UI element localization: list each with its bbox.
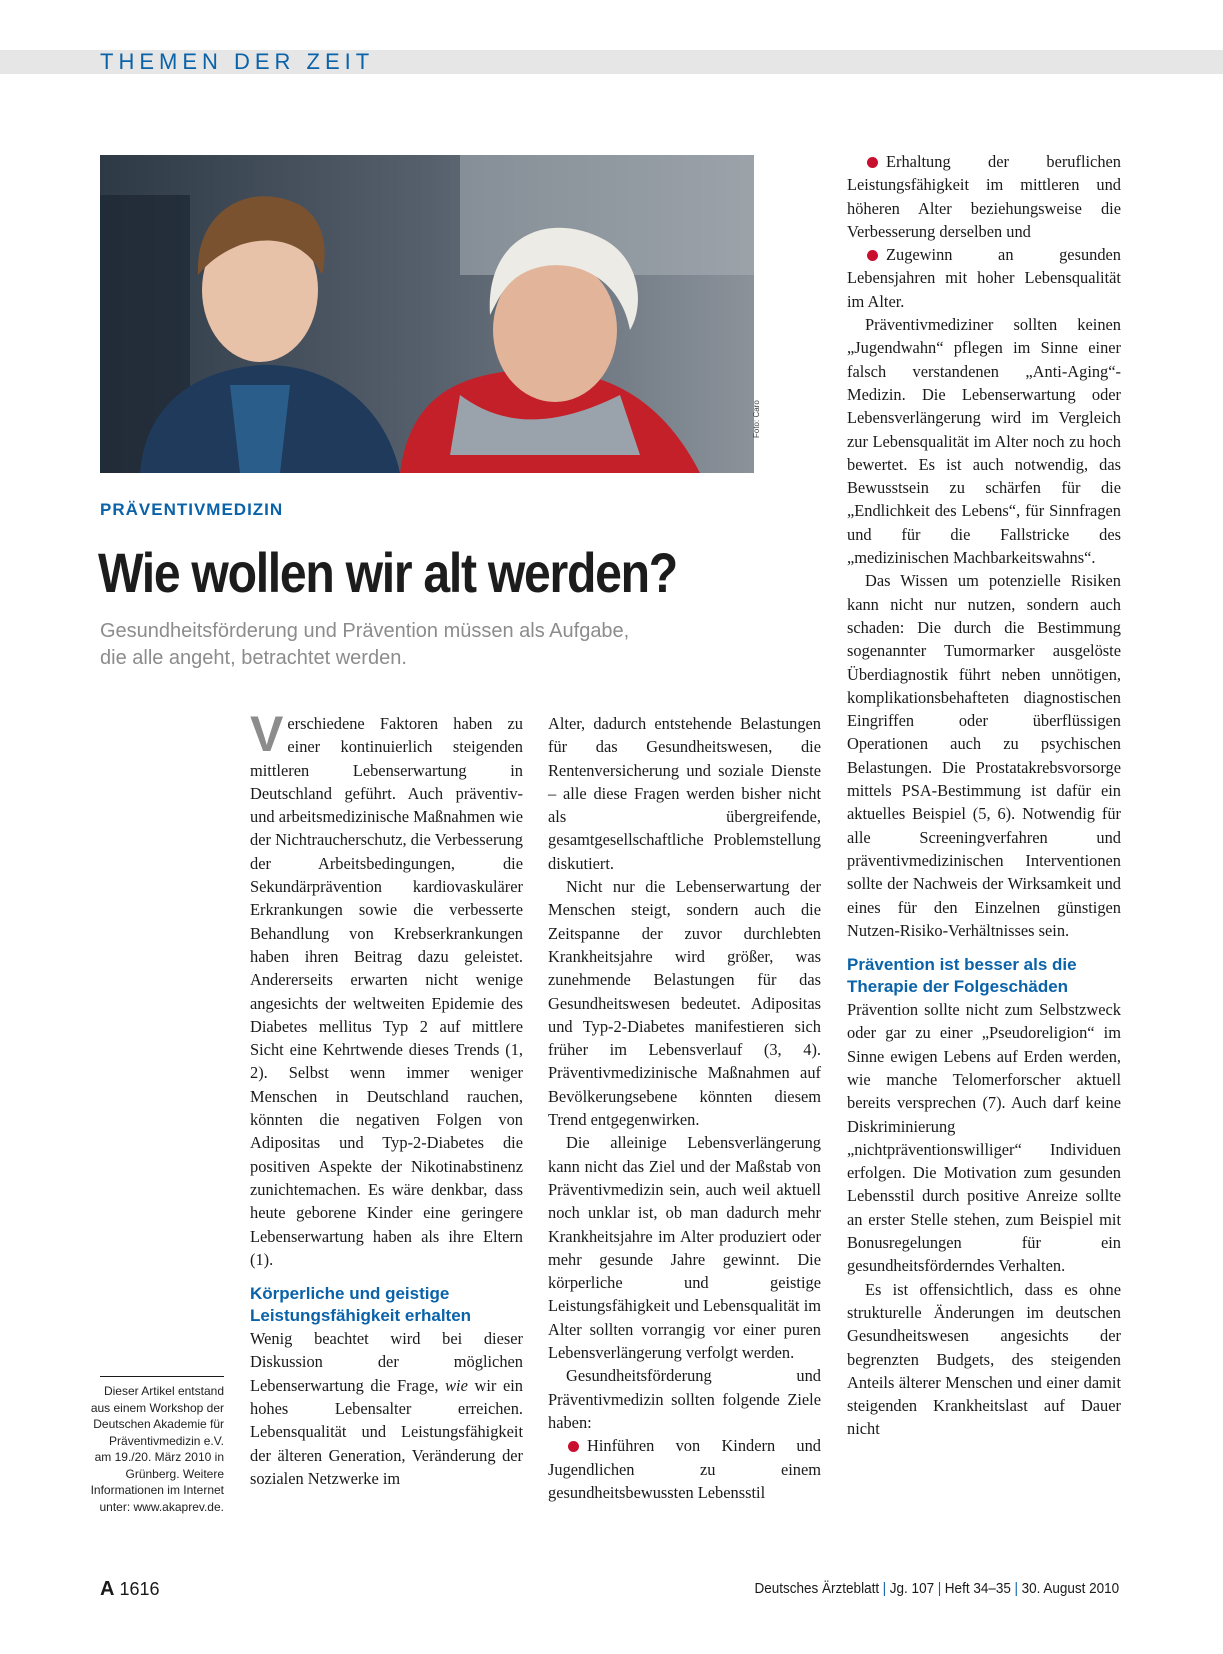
journal-name: Deutsches Ärzteblatt — [754, 1580, 879, 1597]
photo-illustration — [100, 155, 754, 473]
separator: | — [937, 1580, 942, 1597]
page-number — [100, 1578, 160, 1601]
intro-paragraph — [250, 706, 523, 1271]
dropcap: V — [250, 706, 284, 762]
section-label: THEMEN DER ZEIT — [100, 49, 375, 74]
bullet-item — [847, 243, 1121, 313]
subheading-1: Körperliche und geistige Leistungsfähigkeit erhalten — [250, 1284, 472, 1326]
subheading-2: Prävention ist besser als die Therapie der Folgeschäden — [847, 955, 1077, 997]
text-column-2 — [548, 712, 821, 1504]
paragraph: Alter, dadurch entstehende Belastungen für das Gesundheitswesen, die Rentenversicherung und soziale Dienste – alle diese Fragen werden bisher nicht als übergreifende, gesamtgesellschaftliche Problemstellung diskutiert. — [548, 714, 821, 873]
bullet-text: Zugewinn an gesunden Lebensjahren mit hoher Lebensqualität im Alter. — [847, 245, 1121, 311]
bullet-icon — [867, 250, 878, 261]
emphasis: wie — [445, 1375, 468, 1395]
text-column-1 — [250, 706, 523, 1490]
page-prefix: A — [100, 1578, 115, 1600]
article-subtitle: Gesundheitsförderung und Prävention müssen als Aufgabe, die alle angeht, betrachtet werden. — [100, 620, 630, 669]
article-kicker: PRÄVENTIVMEDIZIN — [100, 500, 284, 519]
journal-volume: Jg. 107 — [889, 1580, 934, 1597]
bullet-icon — [568, 1441, 579, 1452]
page-number-value: 1616 — [119, 1579, 160, 1599]
paragraph — [250, 1327, 523, 1490]
paragraph: Es ist offensichtlich, dass es ohne strukturelle Änderungen im deutschen Gesundheitswesen angesichts der begrenzten Budgets, des steigenden Anteils älterer Menschen und einer damit steigenden Krankheitslast auf Dauer nicht — [847, 1279, 1121, 1439]
bullet-icon — [867, 157, 878, 168]
bullet-text: Erhaltung der beruflichen Leistungsfähigkeit im mittleren und höheren Alter beziehungsweise die Verbesserung derselben und — [847, 152, 1121, 241]
bullet-item — [548, 1434, 821, 1504]
article-photo — [100, 155, 754, 473]
paragraph: Gesundheitsförderung und Präventivmedizin sollten folgende Ziele haben: — [548, 1366, 821, 1432]
separator: | — [1014, 1580, 1018, 1597]
paragraph: Die alleinige Lebensverlängerung kann nicht das Ziel und der Maßstab von Präventivmedizin sein, auch weil aktuell noch unklar ist, ob man dadurch mehr Krankheitsjahre im Alter produziert oder mehr gesunde Jahre gewinnt. Die körperliche und geistige Leistungsfähigkeit und Lebensqualität im Alter sollten vorrangig vor einer puren Lebensverlängerung verfolgt werden. — [548, 1133, 821, 1363]
sidenote: Dieser Artikel entstand aus einem Workshop der Deutschen Akademie für Präventivmedizin e.V. am 19./20. März 2010 in Grünberg. Weitere Informationen im Internet unter: www.akaprev.de. — [90, 1384, 224, 1514]
paragraph: Präventivmediziner sollten keinen „Jugendwahn“ pflegen im Sinne einer falsch verstandenen „Anti-Aging“-Medizin. Die Lebenserwartung oder Lebensverlängerung wird im Vergleich zur Lebensqualität im Alter noch zu hoch bewertet. Es ist auch notwendig, das Bewusstsein zu schärfen für die „Endlichkeit des Lebens“, für Sinnfragen und für die Fallstricke des „medizinischen Machbarkeitswahns“. — [847, 315, 1121, 568]
article-title: Wie wollen wir alt werden? — [98, 541, 677, 604]
intro-text: erschiedene Faktoren haben zu einer kontinuierlich steigenden mittleren Lebenserwartung in Deutschland geführt. Auch präventiv- und arbeitsmedizinische Maßnahmen wie der Nichtraucherschutz, die Verbesserung der Arbeitsbedingungen, die Sekundärprävention kardiovaskulärer Erkrankungen sowie die verbesserte Behandlung von Krebserkrankungen haben ihren Beitrag dazu geleistet. Andererseits erwarten nicht wenige angesichts der weltweiten Epidemie des Diabetes mellitus Typ 2 auf mittlere Sicht eine Kehrtwende dieses Trends (1, 2). Selbst wenn immer weniger Menschen in Deutschland rauchen, könnten die negativen Folgen von Adipositas und Typ-2-Diabetes die positiven Aspekte der Nikotinabstinenz zunichtemachen. Es wäre denkbar, dass heute geborene Kinder eine geringere Lebenserwartung haben als ihre Eltern (1). — [250, 714, 523, 1269]
paragraph: Das Wissen um potenzielle Risiken kann nicht nur nutzen, sondern auch schaden: Die durch die Bestimmung sogenannter Tumormarker ausgelöste Überdiagnostik führt neben unnötigen, komplikationsbehafteten diagnostischen Eingriffen oder überflüssigen Operationen auch zu psychischen Belastungen. Die Prostatakrebsvorsorge mittels PSA-Bestimmung ist dafür ein aktuelles Beispiel (5, 6). Notwendig für alle Screeningverfahren und präventivmedizinischen Interventionen sollte der Nachweis der Wirksamkeit und eines für den Einzelnen günstigen Nutzen-Risiko-Verhältnisses sein. — [847, 571, 1121, 940]
bullet-item — [847, 150, 1121, 243]
paragraph: Prävention sollte nicht zum Selbstzweck oder gar zu einer „Pseudoreligion“ im Sinne ewigen Lebens auf Erden werden, wie manche Telomerforscher aktuell bereits versprechen (7). Auch darf keine Diskriminierung „nichtpräventionswilliger“ Individuen erfolgen. Die Motivation zum gesunden Lebensstil durch positive Anreize sollte an erster Stelle stehen, zum Beispiel mit Bonusregelungen für ein gesundheitsförderndes Verhalten. — [847, 1000, 1121, 1276]
photo-credit: Foto: Caro — [752, 400, 761, 438]
paragraph-text: Wenig beachtet wird bei dieser Diskussion der möglichen Lebenserwartung die Frage, — [250, 1329, 523, 1395]
paragraph-text: wir ein hohes Lebensalter erreichen. Lebensqualität und Leistungsfähigkeit der älteren Generation, Veränderung der sozialen Netzwerke im — [250, 1375, 523, 1488]
sidenote-divider — [100, 1376, 224, 1377]
text-column-3 — [847, 150, 1121, 1441]
bullet-text: Hinführen von Kindern und Jugendlichen zu einem gesundheitsbewussten Lebensstil — [548, 1436, 821, 1502]
journal-issue: Heft 34–35 — [944, 1580, 1011, 1597]
publication-date: 30. August 2010 — [1021, 1580, 1119, 1597]
footer-citation — [754, 1580, 1119, 1597]
separator: | — [882, 1580, 887, 1597]
paragraph: Nicht nur die Lebenserwartung der Menschen steigt, sondern auch die Zeitspanne der zuvor durchlebten Krankheitsjahre wird größer, was zunehmende Belastungen für das Gesundheitswesen bedeutet. Adipositas und Typ-2-Diabetes manifestieren sich früher im Lebensverlauf (3, 4). Präventivmedizinische Maßnahmen auf Bevölkerungsebene könnten diesem Trend entgegenwirken. — [548, 877, 821, 1130]
